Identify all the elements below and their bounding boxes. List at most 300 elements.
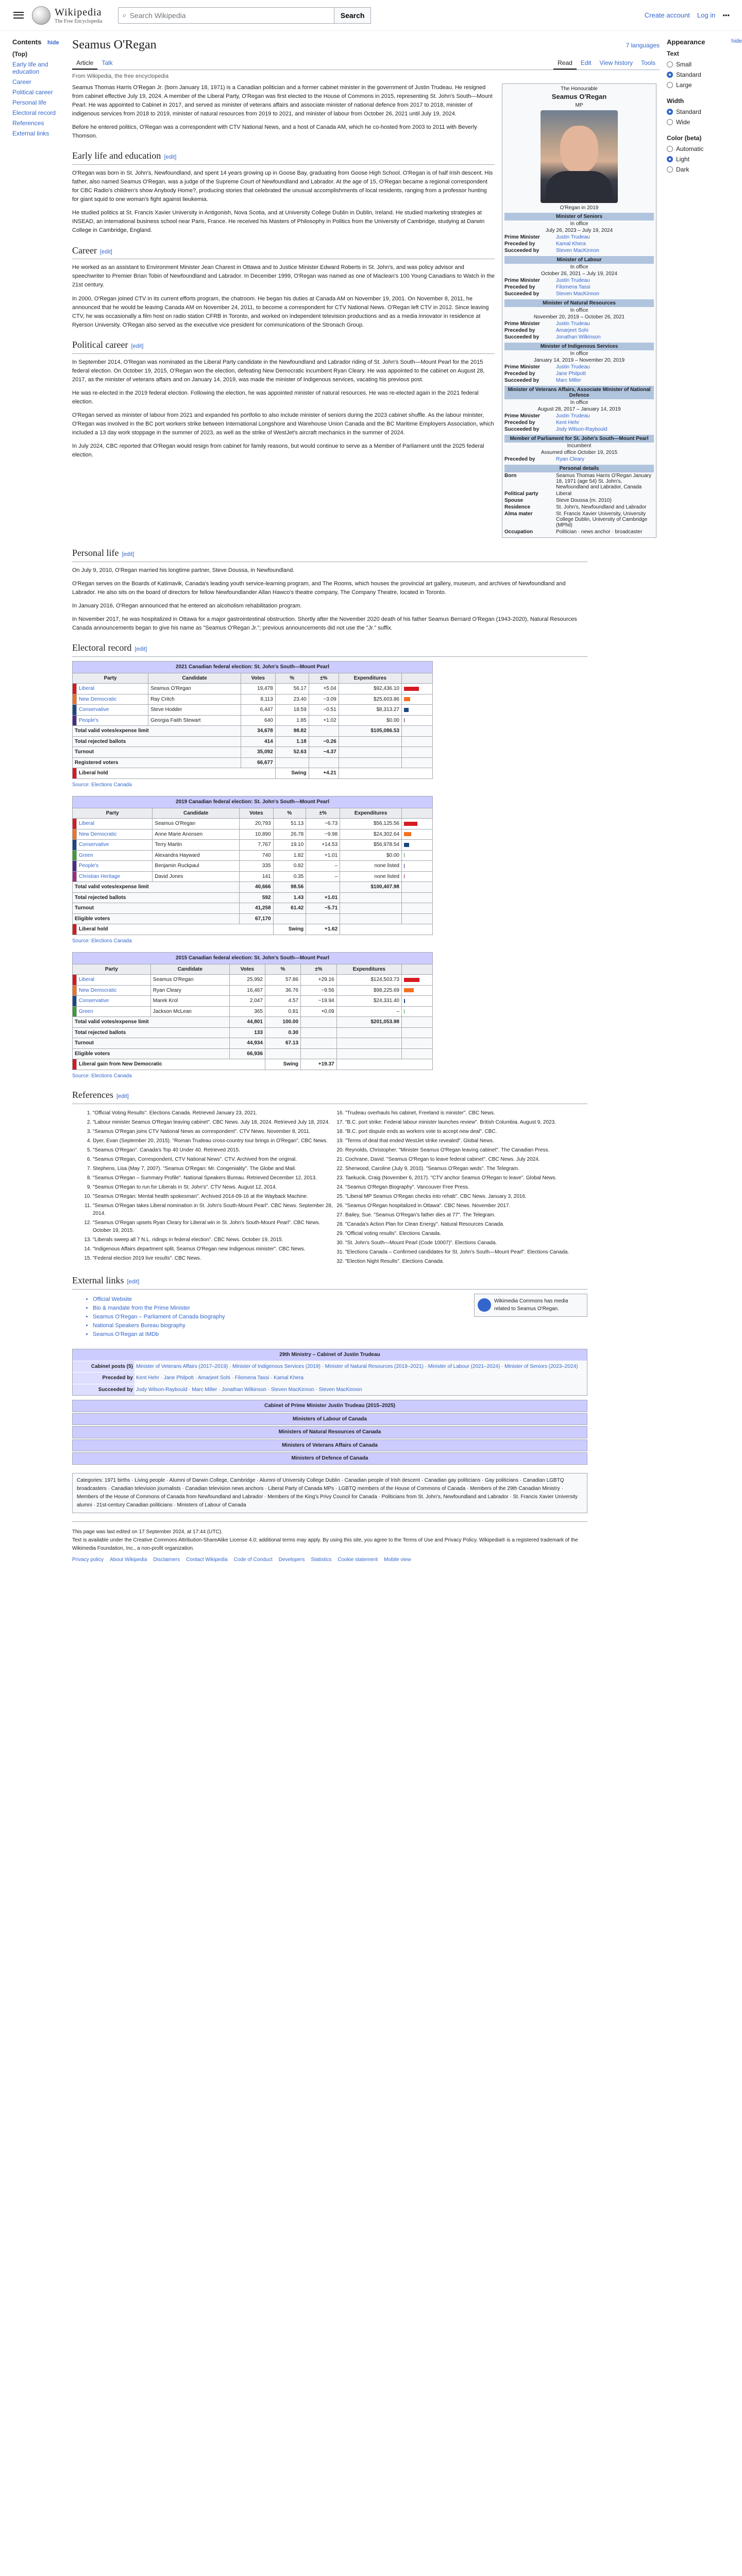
- office-detail-value[interactable]: Filomena Tassi: [556, 284, 591, 290]
- tab-talk[interactable]: Talk: [102, 59, 113, 66]
- party-name[interactable]: Green: [77, 850, 153, 861]
- totals-value: [301, 1048, 337, 1059]
- office-detail-value[interactable]: Steven MacKinnon: [556, 248, 599, 253]
- navbox-list[interactable]: Jody Wilson-Raybould · Marc Miller · Jonathan Wilkinson · Steven MacKinnon · Steven MacKinnon: [134, 1384, 587, 1396]
- party-name[interactable]: New Democratic: [77, 985, 151, 996]
- office-title[interactable]: Minister of Labour: [504, 256, 654, 264]
- totals-label: Eligible voters: [73, 913, 240, 924]
- navbox-row: [73, 1384, 587, 1396]
- office-title[interactable]: Minister of Natural Resources: [504, 299, 654, 307]
- text-size-group: Text Small Standard Large: [667, 50, 742, 90]
- reference-item[interactable]: 27. Bailey, Sue. "Seamus O'Regan's father dies at 77". The Telegram.: [345, 1211, 587, 1219]
- create-account-link[interactable]: Create account: [644, 11, 690, 19]
- totals-value: 52.63: [275, 747, 309, 758]
- edit-section-link[interactable]: [edit]: [99, 248, 112, 255]
- party-name[interactable]: Liberal: [77, 684, 148, 694]
- footer-link[interactable]: Disclaimers: [153, 1556, 180, 1563]
- percent-cell: 0.82: [273, 861, 306, 872]
- election-source[interactable]: Source: Elections Canada: [72, 782, 132, 788]
- change-cell: +1.02: [309, 715, 339, 726]
- navbox-list[interactable]: Kent Hehr · Jane Philpott · Amarjeet Sohi · Filomena Tassi · Kamal Khera: [134, 1372, 587, 1384]
- footer-link[interactable]: Statistics: [311, 1556, 332, 1563]
- office-detail-label: Preceded by: [504, 284, 535, 290]
- office-status: Incumbent: [567, 443, 592, 449]
- office-detail-value[interactable]: Kent Hehr: [556, 420, 580, 426]
- candidate-name: Seamus O'Regan: [153, 819, 240, 829]
- party-name[interactable]: People's: [77, 715, 148, 726]
- party-color-swatch: [73, 715, 77, 726]
- external-link[interactable]: • Bio & mandate from the Prime Minister: [93, 1304, 587, 1313]
- navbox-title[interactable]: 29th Ministry – Cabinet of Justin Trudeau: [73, 1349, 587, 1361]
- reference-item[interactable]: 17. "B.C. port strike: Federal labour minister launches review". British Columbia. August 9, 2023.: [345, 1118, 587, 1126]
- table-row: [73, 850, 433, 861]
- party-color-swatch: [73, 975, 77, 986]
- width-wide-option[interactable]: Wide: [667, 117, 742, 127]
- percent-cell: 57.86: [265, 975, 300, 986]
- totals-row: [73, 736, 433, 747]
- election-source[interactable]: Source: Elections Canada: [72, 1073, 132, 1079]
- totals-label: Turnout: [73, 903, 240, 914]
- tab-read[interactable]: Read: [553, 57, 577, 70]
- infobox-personal-details: [504, 472, 654, 535]
- table-of-contents: [0, 31, 72, 1570]
- external-link[interactable]: • Seamus O'Regan at IMDb: [93, 1330, 587, 1339]
- change-cell: −9.56: [301, 985, 337, 996]
- percent-cell: 4.57: [265, 996, 300, 1007]
- party-name[interactable]: Christian Heritage: [77, 871, 153, 882]
- infobox-honorific: The Honourable: [561, 86, 598, 92]
- party-name[interactable]: Conservative: [77, 705, 148, 716]
- change-cell: −9.98: [306, 829, 340, 840]
- reference-item[interactable]: 22. Sherwood, Caroline (July 9, 2010). "Seamus O'Regan weds". The Telegram.: [345, 1165, 587, 1173]
- totals-row: [73, 913, 433, 924]
- table-row: [73, 996, 433, 1007]
- reference-item[interactable]: 12. "Seamus O'Regan upsets Ryan Cleary for Liberal win in St. John's South-Mount Pearl". CBC News. October 19, 2015.: [93, 1219, 335, 1234]
- personal-detail-label: Born: [504, 473, 517, 479]
- width-standard-option[interactable]: Standard: [667, 107, 742, 117]
- vote-share-bar: [404, 978, 419, 982]
- paragraph: In January 2016, O'Regan announced that he entered an alcoholism rehabilitation program.: [72, 603, 302, 609]
- paragraph: On July 9, 2010, O'Regan married his longtime partner, Steve Doussa, in Newfoundland.: [72, 567, 295, 573]
- search-form: [118, 7, 372, 24]
- reference-item[interactable]: 20. Reynolds, Christopher. "Minister Seamus O'Regan leaving cabinet". The Canadian Press.: [345, 1146, 587, 1154]
- totals-value: [265, 1048, 300, 1059]
- expenditure-cell: $56,978.54: [340, 840, 402, 851]
- vote-share-bar: [404, 999, 405, 1003]
- totals-value: [301, 1027, 337, 1038]
- reference-item[interactable]: 1. "Official Voting Results". Elections Canada. Retrieved January 23, 2021.: [93, 1109, 335, 1117]
- table-row: [73, 684, 433, 694]
- office-detail-value[interactable]: Justin Trudeau: [556, 321, 590, 327]
- toc-item-early-life[interactable]: Early life and education: [12, 61, 48, 75]
- party-name[interactable]: New Democratic: [77, 829, 153, 840]
- totals-value: [301, 1017, 337, 1028]
- totals-row: [73, 726, 433, 737]
- toc-item-external-links[interactable]: External links: [12, 130, 49, 137]
- reference-item[interactable]: 3. "Seamus O'Regan joins CTV National News as correspondent". CTV News. November 8, 2011.: [93, 1128, 335, 1136]
- reference-item[interactable]: 26. "Seamus O'Regan hospitalized in Ottawa". CBC News. November 2017.: [345, 1202, 587, 1210]
- party-name[interactable]: Green: [77, 1006, 151, 1017]
- office-detail-row: [504, 241, 654, 247]
- last-edited: This page was last edited on 17 September 2024, at 17:44 (UTC).: [72, 1529, 223, 1535]
- totals-value: 0.30: [265, 1027, 300, 1038]
- toc-heading: Contents hide: [12, 38, 59, 46]
- text-large-option[interactable]: Large: [667, 80, 742, 90]
- personal-detail-label: Political party: [504, 491, 538, 497]
- reference-item[interactable]: 2. "Labour minister Seamus O'Regan leaving cabinet". CBC News. July 18, 2024. Retrieved July 18, 2024.: [93, 1118, 335, 1126]
- totals-value: 1.18: [275, 736, 309, 747]
- footer-link[interactable]: Mobile view: [384, 1556, 411, 1563]
- office-detail-row: [504, 334, 654, 341]
- appearance-heading: Appearance hide: [667, 38, 742, 46]
- radio-selected-icon: [667, 72, 673, 78]
- navbox-ministry: [72, 1349, 587, 1396]
- party-color-swatch: [73, 829, 77, 840]
- color-group: Color (beta) Automatic Light Dark: [667, 134, 742, 175]
- personal-detail-row: [504, 511, 654, 529]
- reference-item[interactable]: 15. "Federal election 2019 live results". CBC News.: [93, 1255, 335, 1262]
- party-name[interactable]: Liberal: [77, 975, 151, 986]
- column-header: Party: [73, 673, 148, 684]
- wikimedia-commons-icon: [478, 1298, 491, 1312]
- office-detail-row: [504, 277, 654, 284]
- votes-cell: 141: [240, 871, 274, 882]
- office-detail-value[interactable]: Ryan Cleary: [556, 456, 585, 462]
- change-cell: +14.53: [306, 840, 340, 851]
- totals-bar-cell: [402, 1027, 433, 1038]
- party-color-swatch: [73, 705, 77, 716]
- totals-value: [309, 757, 339, 768]
- reference-item[interactable]: 25. "Liberal MP Seamus O'Regan checks into rehab". CBC News. January 3, 2016.: [345, 1193, 587, 1200]
- navbox-group: Succeeded by: [73, 1384, 134, 1396]
- personal-detail-row: [504, 504, 654, 511]
- vote-share-bar: [404, 988, 414, 992]
- vote-share-bar-cell: [402, 871, 433, 882]
- column-header-bar: [402, 964, 433, 975]
- personal-detail-value: Seamus Thomas Harris O'Regan January 18, 1971 (age 54) St. John's, Newfoundland and Labrador, Canada: [556, 473, 652, 490]
- totals-bar-cell: [402, 913, 433, 924]
- office-title[interactable]: Minister of Seniors: [504, 213, 654, 221]
- toc-hide-button[interactable]: hide: [47, 40, 59, 46]
- percent-cell: 1.85: [275, 715, 309, 726]
- totals-label: Registered voters: [73, 757, 241, 768]
- office-detail-row: [504, 364, 654, 370]
- personal-detail-value: St. Francis Xavier University, University College Dublin, University of Cambridge (MPhil): [556, 511, 648, 528]
- office-detail-value[interactable]: Steven MacKinnon: [556, 291, 599, 297]
- portrait-photo[interactable]: [541, 110, 618, 203]
- log-in-link[interactable]: Log in: [697, 11, 716, 19]
- toc-item-political-career[interactable]: Political career: [12, 89, 53, 96]
- vote-share-bar: [404, 687, 419, 691]
- search-icon: ⌕: [122, 11, 127, 19]
- election-table-caption: 2021 Canadian federal election: St. John's South—Mount Pearl: [72, 661, 433, 673]
- office-detail-value[interactable]: Marc Miller: [556, 378, 581, 383]
- paragraph: O'Regan serves on the Boards of Katimavik, Canada's leading youth service-learning program, and The Rooms, which houses the provincial art gallery, museum, and archives of Newfoundland and Labrador. He also sits on the board of directors for fellow Newfoundlander Allan Hawco's theatre company, The Company Theatre, located in Toronto.: [72, 580, 566, 596]
- search-input[interactable]: [118, 7, 334, 24]
- edit-section-link[interactable]: [edit]: [122, 551, 134, 557]
- party-name[interactable]: Conservative: [77, 840, 153, 851]
- external-link[interactable]: • Seamus O'Regan – Parliament of Canada biography: [93, 1313, 587, 1321]
- footer-link[interactable]: Code of Conduct: [233, 1556, 273, 1563]
- reference-item[interactable]: 9. "Seamus O'Regan to run for Liberals in St. John's". CTV News. August 12, 2014.: [93, 1183, 335, 1191]
- totals-row: [73, 1017, 433, 1028]
- party-name[interactable]: New Democratic: [77, 694, 148, 705]
- percent-cell: 0.35: [273, 871, 306, 882]
- office-title[interactable]: Minister of Indigenous Services: [504, 343, 654, 350]
- toc-item-top[interactable]: (Top): [12, 50, 28, 58]
- paragraph: He studied politics at St. Francis Xavier University in Antigonish, Nova Scotia, and at University College Dublin in Dublin, Ireland. He studied marketing strategies at INSEAD, an international business school near Paris, France. He received his Masters of Philosophy in Politics from the University of Cambridge, studying at Darwin College in Cambridge, England.: [72, 210, 485, 234]
- radio-icon: [667, 119, 673, 125]
- candidate-name: Seamus O'Regan: [148, 684, 241, 694]
- totals-value: +1.01: [306, 892, 340, 903]
- color-dark-option[interactable]: Dark: [667, 164, 742, 175]
- reference-item[interactable]: 6. "Seamus O'Regan, Correspondent, CTV National News". CTV. Archived from the original.: [93, 1156, 335, 1163]
- intro-paragraph: Seamus Thomas Harris O'Regan Jr. (born January 18, 1971) is a Canadian politician and a former cabinet minister in the government of Justin Trudeau. He resigned from cabinet effective July 19, 2024. A member of the Liberal Party, O'Regan was first elected to the House of Commons in 2015, representing St. John's South—Mount Pearl. He was appointed to Cabinet in 2017, and served as minister of veterans affairs and associate minister of national defence from 2017 to 2018, minister of indigenous services from 2018 to 2019, minister of natural resources from 2019 to 2021, and minister of labour from October 26, 2021 until July 19, 2024.: [72, 84, 493, 117]
- office-detail-row: [504, 419, 654, 426]
- logo-wordmark: Wikipedia: [55, 6, 102, 18]
- vote-share-bar-cell: [402, 985, 433, 996]
- swing-value: +4.21: [309, 768, 339, 779]
- totals-bar-cell: [402, 747, 433, 758]
- office-detail-value[interactable]: Justin Trudeau: [556, 278, 590, 283]
- party-color-swatch: [73, 684, 77, 694]
- votes-cell: 20,793: [240, 819, 274, 829]
- totals-row: [73, 892, 433, 903]
- tab-edit[interactable]: Edit: [580, 59, 592, 66]
- totals-value: 67.13: [265, 1038, 300, 1049]
- percent-cell: 51.13: [273, 819, 306, 829]
- license-text: Text is available under the Creative Commons Attribution-ShareAlike License 4.0; additional terms may apply. By using this site, you agree to the Terms of Use and Privacy Policy. Wikipedia® is a registered trademark of the Wikimedia Foundation, Inc., a non-profit organization.: [72, 1537, 578, 1551]
- reference-item[interactable]: 10. "Seamus O'Regan: Mental health spokesman". Archived 2014-09-16 at the Wayback Machine.: [93, 1193, 335, 1200]
- external-link[interactable]: • National Speakers Bureau biography: [93, 1321, 587, 1330]
- reference-item[interactable]: 14. "Indigenous Affairs department split, Seamus O'Regan new Indigenous minister". CBC News.: [93, 1245, 335, 1253]
- edit-section-link[interactable]: [edit]: [116, 1093, 129, 1100]
- office-detail-value[interactable]: Justin Trudeau: [556, 364, 590, 370]
- column-header: Party: [73, 808, 153, 819]
- personal-detail-label: Spouse: [504, 498, 524, 503]
- collapsed-navbox[interactable]: Cabinet of Prime Minister Justin Trudeau (2015–2025): [72, 1400, 587, 1412]
- votes-cell: 10,890: [240, 829, 274, 840]
- tab-tools[interactable]: Tools: [640, 59, 655, 66]
- office-detail-label: Prime Minister: [504, 234, 540, 240]
- expenditure-cell: $0.00: [340, 850, 402, 861]
- footer-link[interactable]: Developers: [278, 1556, 305, 1563]
- totals-value: [275, 757, 309, 768]
- office-detail-value[interactable]: Jody Wilson-Raybould: [556, 427, 608, 432]
- reference-item[interactable]: 11. "Seamus O'Regan takes Liberal nomination in St. John's South-Mount Pearl". CBC News. September 28, 2014.: [93, 1202, 335, 1217]
- toc-item-electoral-record[interactable]: Electoral record: [12, 109, 56, 116]
- change-cell: +29.16: [301, 975, 337, 986]
- reference-item[interactable]: 8. "Seamus O'Regan – Summary Profile". National Speakers Bureau. Retrieved December 12, 2013.: [93, 1174, 335, 1182]
- reference-item[interactable]: 31. "Elections Canada – Confirmed candidates for St. John's South—Mount Pearl". Elections Canada.: [345, 1248, 587, 1256]
- totals-label: Total valid votes/expense limit: [73, 1017, 230, 1028]
- toc-item-references[interactable]: References: [12, 120, 44, 127]
- color-light-option[interactable]: Light: [667, 154, 742, 164]
- totals-value: $100,407.98: [340, 882, 402, 893]
- expenditure-cell: $24,331.40: [336, 996, 401, 1007]
- article-body-lower: [72, 546, 587, 1570]
- toc-item-personal-life[interactable]: Personal life: [12, 99, 47, 106]
- column-header: ±%: [301, 964, 337, 975]
- reference-item[interactable]: 21. Cochrane, David. "Seamus O'Regan to leave federal cabinet". CBC News. July 2024.: [345, 1156, 587, 1163]
- vote-share-bar: [404, 832, 411, 836]
- office-term: Assumed office October 19, 2015: [541, 450, 618, 455]
- footer-link[interactable]: About Wikipedia: [110, 1556, 147, 1563]
- expenditure-cell: $0.00: [339, 715, 401, 726]
- reference-item[interactable]: 13. "Liberals sweep all 7 N.L. ridings in federal election". CBC News. October 19, 2015.: [93, 1236, 335, 1244]
- office-detail-label: Succeeded by: [504, 248, 539, 253]
- wikipedia-globe-icon: [32, 6, 50, 25]
- wikipedia-logo[interactable]: [32, 6, 103, 25]
- personal-detail-label: Alma mater: [504, 511, 533, 517]
- personal-detail-row: [504, 472, 654, 490]
- totals-value: [306, 882, 340, 893]
- color-automatic-option[interactable]: Automatic: [667, 144, 742, 154]
- office-detail-value[interactable]: Jonathan Wilkinson: [556, 334, 601, 340]
- party-color-swatch: [73, 768, 77, 779]
- totals-value: [340, 892, 402, 903]
- election-source[interactable]: Source: Elections Canada: [72, 938, 132, 944]
- votes-cell: 740: [240, 850, 274, 861]
- personal-detail-row: [504, 490, 654, 497]
- party-name[interactable]: Conservative: [77, 996, 151, 1007]
- appearance-hide-button[interactable]: hide: [731, 38, 742, 44]
- totals-row: [73, 1048, 433, 1059]
- candidate-name: Seamus O'Regan: [150, 975, 229, 986]
- totals-label: Total valid votes/expense limit: [73, 726, 241, 737]
- office-status: In office: [570, 221, 588, 227]
- edit-section-link[interactable]: [edit]: [164, 154, 177, 161]
- reference-list: [72, 1109, 587, 1265]
- footer-link[interactable]: Cookie statement: [338, 1556, 378, 1563]
- vote-share-bar-cell: [402, 1006, 433, 1017]
- totals-value: 66,677: [241, 757, 275, 768]
- vote-share-bar-cell: [402, 975, 433, 986]
- more-options-icon[interactable]: •••: [722, 11, 730, 19]
- column-header: Candidate: [148, 673, 241, 684]
- tab-article[interactable]: Article: [72, 57, 97, 70]
- infobox-personal-band: Personal details: [504, 465, 654, 472]
- language-button[interactable]: 7 languages: [626, 41, 660, 49]
- reference-item[interactable]: 24. "Seamus O'Regan Biography". Vancouver Free Press.: [345, 1183, 587, 1191]
- radio-selected-icon: [667, 109, 673, 115]
- totals-row: [73, 757, 433, 768]
- party-name[interactable]: People's: [77, 861, 153, 872]
- office-detail-label: Prime Minister: [504, 413, 540, 419]
- totals-label: Turnout: [73, 1038, 230, 1049]
- external-link[interactable]: • Official Website: [93, 1295, 587, 1304]
- party-color-swatch: [73, 840, 77, 851]
- totals-value: 592: [240, 892, 274, 903]
- text-small-option[interactable]: Small: [667, 59, 742, 70]
- paragraph: In September 2014, O'Regan was nominated as the Liberal Party candidate in the Newfoundland and Labrador riding of St. John's South—Mount Pearl for the 2015 federal election. On October 19, 2015, O'Regan won the election, defeating New Democratic incumbent Ryan Cleary. He was appointed to the cabinet on August 28, 2017, as the minister of veterans affairs and on January 14, 2019, was made the minister of Indigenous services, vacating his previous post.: [72, 359, 485, 383]
- reference-item[interactable]: 30. "St. John's South—Mount Pearl (Code 10007)". Elections Canada.: [345, 1239, 587, 1247]
- totals-value: 44,801: [229, 1017, 265, 1028]
- section-heading-external-links: External links [edit]: [72, 1274, 587, 1290]
- office-title[interactable]: Member of Parliament for St. John's South—Mount Pearl: [504, 435, 654, 443]
- office-detail-row: [504, 291, 654, 297]
- change-cell: −3.09: [309, 694, 339, 705]
- reference-item[interactable]: 28. "Canada's Action Plan for Clean Energy". Natural Resources Canada.: [345, 1221, 587, 1228]
- table-row: [73, 985, 433, 996]
- reference-item[interactable]: 7. Stephens, Lisa (May 7, 2007). "Seamus O'Regan: Mr. Congeniality". The Globe and Mail.: [93, 1165, 335, 1173]
- vote-share-bar-cell: [402, 705, 433, 716]
- column-header: Expenditures: [340, 808, 402, 819]
- votes-cell: 8,113: [241, 694, 275, 705]
- column-header: Votes: [241, 673, 275, 684]
- office-detail-value[interactable]: Amarjeet Sohi: [556, 328, 588, 333]
- reference-item[interactable]: 32. "Election Night Results". Elections Canada.: [345, 1258, 587, 1265]
- party-name[interactable]: Liberal: [77, 819, 153, 829]
- reference-item[interactable]: 29. "Official voting results". Elections Canada.: [345, 1230, 587, 1238]
- toc-item-career[interactable]: Career: [12, 78, 31, 86]
- votes-cell: 2,047: [229, 996, 265, 1007]
- footer-link[interactable]: Privacy policy: [72, 1556, 104, 1563]
- vote-share-bar-cell: [402, 840, 433, 851]
- collapsed-navbox[interactable]: Ministers of Labour of Canada: [72, 1413, 587, 1426]
- percent-cell: 26.78: [273, 829, 306, 840]
- search-button[interactable]: Search: [334, 7, 372, 24]
- edit-section-link[interactable]: [edit]: [127, 1278, 140, 1285]
- votes-cell: 25,992: [229, 975, 265, 986]
- paragraph: In July 2024, CBC reported that O'Regan would resign from cabinet for family reasons, but would continue to serve as a Member of Parliament until the 2025 federal election.: [72, 443, 484, 459]
- office-detail-value[interactable]: Jane Philpott: [556, 371, 586, 377]
- reference-item[interactable]: 5. "Seamus O'Regan". Canada's Top 40 Under 40. Retrieved 2015.: [93, 1146, 335, 1154]
- totals-bar-cell: [402, 1048, 433, 1059]
- reference-item[interactable]: 16. "Trudeau overhauls his cabinet, Freeland is minister". CBC News.: [345, 1109, 587, 1117]
- reference-item[interactable]: 18. "B.C. port dispute ends as workers vote to accept new deal". CBC.: [345, 1128, 587, 1136]
- reference-item[interactable]: 19. "Terms of deal that ended WestJet strike revealed". Global News.: [345, 1137, 587, 1145]
- column-header: Candidate: [153, 808, 240, 819]
- candidate-name: Ray Critch: [148, 694, 241, 705]
- office-detail-value[interactable]: Justin Trudeau: [556, 413, 590, 419]
- navbox-list[interactable]: Minister of Veterans Affairs (2017–2019) · Minister of Indigenous Services (2019) · Minister of Natural Resources (2019–2021) · Minister of Labour (2021–2024) · Minister of Seniors (2023–2024): [134, 1361, 587, 1372]
- hold-row: [73, 1059, 433, 1070]
- navbox-row: [73, 1361, 587, 1372]
- footer-link[interactable]: Contact Wikipedia: [186, 1556, 228, 1563]
- totals-value: [336, 1038, 401, 1049]
- totals-value: 1.43: [273, 892, 306, 903]
- office-detail-value[interactable]: Kamal Khera: [556, 241, 586, 247]
- table-row: [73, 840, 433, 851]
- column-header-bar: [402, 808, 433, 819]
- reference-item[interactable]: 4. Dyer, Evan (September 20, 2015). "Roman Trudeau cross-country tour brings in O'Regan". CBC News.: [93, 1137, 335, 1145]
- collapsed-navbox[interactable]: Ministers of Defence of Canada: [72, 1452, 587, 1465]
- collapsed-navbox[interactable]: Ministers of Natural Resources of Canada: [72, 1426, 587, 1438]
- edit-section-link[interactable]: [edit]: [134, 646, 147, 653]
- tab-view-history[interactable]: View history: [599, 59, 633, 66]
- votes-cell: 19,478: [241, 684, 275, 694]
- swing-label: Swing: [265, 1059, 300, 1070]
- personal-detail-label: Occupation: [504, 529, 533, 535]
- reference-item[interactable]: 23. Taekucik, Craig (November 6, 2017). "CTV anchor Seamus O'Regan to leave". Global News.: [345, 1174, 587, 1182]
- office-title[interactable]: Minister of Veterans Affairs, Associate Minister of National Defence: [504, 386, 654, 399]
- office-detail-value[interactable]: Justin Trudeau: [556, 234, 590, 240]
- column-header: ±%: [309, 673, 339, 684]
- percent-cell: 23.40: [275, 694, 309, 705]
- text-standard-option[interactable]: Standard: [667, 70, 742, 80]
- totals-value: 100.00: [265, 1017, 300, 1028]
- table-row: [73, 861, 433, 872]
- main-menu-button[interactable]: [12, 9, 25, 22]
- totals-value: 133: [229, 1027, 265, 1038]
- office-detail-label: Succeeded by: [504, 378, 539, 383]
- totals-bar-cell: [402, 726, 433, 737]
- office-term: November 20, 2019 – October 26, 2021: [533, 314, 625, 320]
- collapsed-navbox[interactable]: Ministers of Veterans Affairs of Canada: [72, 1439, 587, 1452]
- section-heading-personal-life: Personal life [edit]: [72, 546, 587, 562]
- edit-section-link[interactable]: [edit]: [131, 343, 144, 349]
